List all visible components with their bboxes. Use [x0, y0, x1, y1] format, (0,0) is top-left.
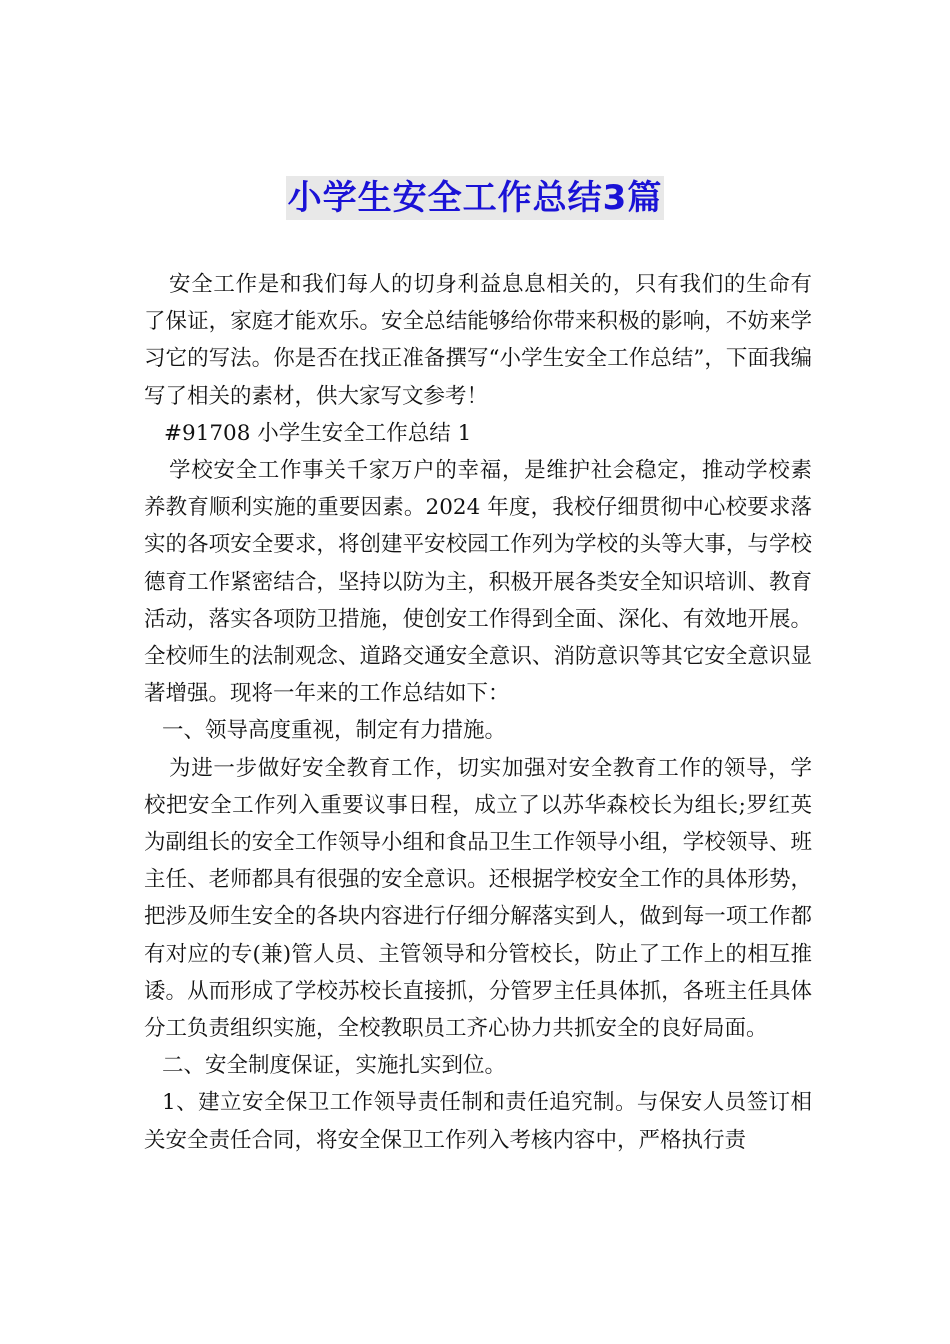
- intro-paragraph: 安全工作是和我们每人的切身利益息息相关的，只有我们的生命有了保证，家庭才能欢乐。安全总结能够给你带来积极的影响，不妨来学习它的写法。你是否在找正准备撰写“小学生安全工作总结”，下面我编写了相关的素材，供大家写文参考！: [144, 272, 812, 409]
- body-paragraph: 学校安全工作事关千家万户的幸福，是维护社会稳定，推动学校素养教育顺利实施的重要因素。2024 年度，我校仔细贯彻中心校要求落实的各项安全要求，将创建平安校园工作列为学校的头等大事，与学校德育工作紧密结合，坚持以防为主，积极开展各类安全知识培训、教育活动，落实各项防卫措施，使创安工作得到全面、深化、有效地开展。全校师生的法制观念、道路交通安全意识、消防意识等其它安全意识显著增强。现将一年来的工作总结如下：: [144, 458, 812, 707]
- body-paragraph: 1、建立安全保卫工作领导责任制和责任追究制。与保安人员签订相关安全责任合同，将安全保卫工作列入考核内容中，严格执行责: [144, 1090, 812, 1153]
- body-paragraph: 为进一步做好安全教育工作，切实加强对安全教育工作的领导，学校把安全工作列入重要议事日程，成立了以苏华森校长为组长;罗红英为副组长的安全工作领导小组和食品卫生工作领导小组，学校领导、班主任、老师都具有很强的安全意识。还根据学校安全工作的具体形势，把涉及师生安全的各块内容进行仔细分解落实到人，做到每一项工作都有对应的专(兼)管人员、主管领导和分管校长，防止了工作上的相互推诿。从而形成了学校苏校长直接抓，分管罗主任具体抓，各班主任具体分工负责组织实施，全校教职员工齐心协力共抓安全的良好局面。: [144, 755, 812, 1042]
- subheading-leadership: 一、领导高度重视，制定有力措施。: [162, 718, 507, 744]
- document-title: 小学生安全工作总结3篇: [287, 178, 663, 218]
- subheading-system: 二、安全制度保证，实施扎实到位。: [162, 1053, 507, 1079]
- document-body: [144, 266, 812, 1159]
- section-heading-1: #91708 小学生安全工作总结 1: [164, 420, 472, 446]
- title-container: [0, 176, 950, 220]
